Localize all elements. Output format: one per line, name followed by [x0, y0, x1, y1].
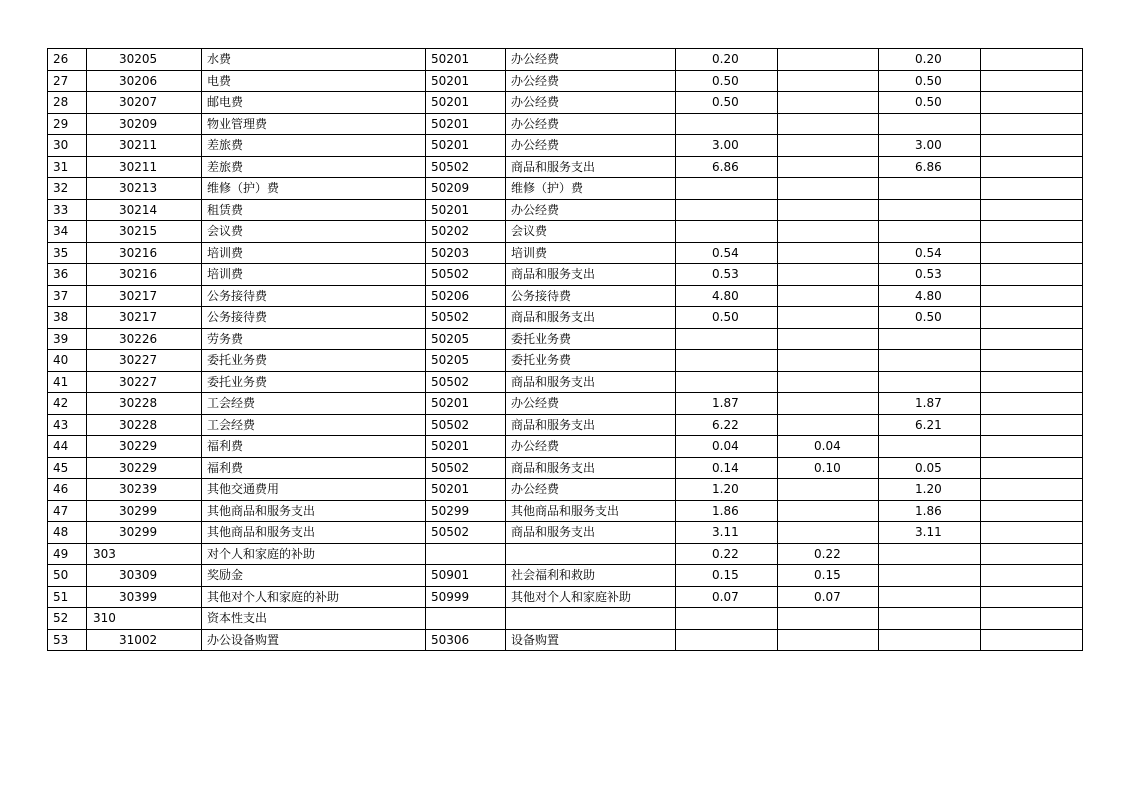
total-amount-cell: 1.20	[676, 479, 778, 501]
table-row	[48, 350, 1083, 372]
gov-code-cell: 50201	[426, 436, 506, 458]
other-amount-cell	[981, 135, 1083, 157]
other-amount-cell	[981, 629, 1083, 651]
basic-amount-cell	[778, 285, 879, 307]
project-amount-cell: 6.21	[879, 414, 981, 436]
basic-amount-cell	[778, 178, 879, 200]
basic-amount-cell	[778, 242, 879, 264]
table-row	[48, 393, 1083, 415]
row-number-cell: 38	[48, 307, 87, 329]
basic-amount-cell	[778, 264, 879, 286]
basic-amount-cell	[778, 608, 879, 630]
other-amount-cell	[981, 221, 1083, 243]
table-row	[48, 565, 1083, 587]
project-amount-cell: 0.53	[879, 264, 981, 286]
gov-name-cell: 办公经费	[506, 49, 676, 71]
econ-code-cell: 30227	[87, 350, 202, 372]
total-amount-cell: 0.07	[676, 586, 778, 608]
econ-code-cell: 30239	[87, 479, 202, 501]
table-row	[48, 242, 1083, 264]
other-amount-cell	[981, 479, 1083, 501]
row-number-cell: 32	[48, 178, 87, 200]
other-amount-cell	[981, 586, 1083, 608]
econ-name-cell: 公务接待费	[202, 285, 426, 307]
total-amount-cell: 0.53	[676, 264, 778, 286]
gov-code-cell: 50299	[426, 500, 506, 522]
econ-code-cell: 303	[87, 543, 202, 565]
econ-code-cell: 30399	[87, 586, 202, 608]
econ-name-cell: 委托业务费	[202, 371, 426, 393]
row-number-cell: 43	[48, 414, 87, 436]
econ-code-cell: 30211	[87, 135, 202, 157]
gov-code-cell: 50201	[426, 199, 506, 221]
total-amount-cell: 4.80	[676, 285, 778, 307]
basic-amount-cell: 0.10	[778, 457, 879, 479]
basic-amount-cell: 0.04	[778, 436, 879, 458]
basic-amount-cell	[778, 307, 879, 329]
econ-code-cell: 30309	[87, 565, 202, 587]
econ-code-cell: 30229	[87, 436, 202, 458]
row-number-cell: 41	[48, 371, 87, 393]
gov-code-cell: 50205	[426, 350, 506, 372]
gov-name-cell: 委托业务费	[506, 328, 676, 350]
other-amount-cell	[981, 608, 1083, 630]
econ-name-cell: 奖励金	[202, 565, 426, 587]
gov-code-cell: 50206	[426, 285, 506, 307]
table-row	[48, 543, 1083, 565]
basic-amount-cell	[778, 393, 879, 415]
basic-amount-cell: 0.22	[778, 543, 879, 565]
total-amount-cell: 0.15	[676, 565, 778, 587]
gov-name-cell: 办公经费	[506, 70, 676, 92]
gov-code-cell: 50201	[426, 92, 506, 114]
other-amount-cell	[981, 92, 1083, 114]
econ-name-cell: 培训费	[202, 264, 426, 286]
econ-name-cell: 对个人和家庭的补助	[202, 543, 426, 565]
project-amount-cell: 3.11	[879, 522, 981, 544]
row-number-cell: 36	[48, 264, 87, 286]
basic-amount-cell: 0.15	[778, 565, 879, 587]
basic-amount-cell	[778, 113, 879, 135]
gov-name-cell: 商品和服务支出	[506, 414, 676, 436]
total-amount-cell: 1.86	[676, 500, 778, 522]
project-amount-cell: 1.87	[879, 393, 981, 415]
other-amount-cell	[981, 242, 1083, 264]
total-amount-cell	[676, 328, 778, 350]
table-row	[48, 457, 1083, 479]
project-amount-cell: 0.05	[879, 457, 981, 479]
basic-amount-cell	[778, 629, 879, 651]
gov-name-cell: 委托业务费	[506, 350, 676, 372]
row-number-cell: 53	[48, 629, 87, 651]
table-row	[48, 178, 1083, 200]
row-number-cell: 52	[48, 608, 87, 630]
gov-code-cell: 50201	[426, 113, 506, 135]
project-amount-cell	[879, 113, 981, 135]
econ-code-cell: 31002	[87, 629, 202, 651]
total-amount-cell	[676, 178, 778, 200]
basic-amount-cell: 0.07	[778, 586, 879, 608]
row-number-cell: 28	[48, 92, 87, 114]
table-row	[48, 522, 1083, 544]
project-amount-cell: 4.80	[879, 285, 981, 307]
basic-amount-cell	[778, 500, 879, 522]
gov-name-cell: 办公经费	[506, 479, 676, 501]
econ-name-cell: 福利费	[202, 436, 426, 458]
econ-code-cell: 30215	[87, 221, 202, 243]
econ-code-cell: 30216	[87, 242, 202, 264]
gov-name-cell: 商品和服务支出	[506, 156, 676, 178]
total-amount-cell: 0.22	[676, 543, 778, 565]
gov-code-cell: 50999	[426, 586, 506, 608]
other-amount-cell	[981, 543, 1083, 565]
table-row	[48, 70, 1083, 92]
gov-code-cell: 50502	[426, 307, 506, 329]
row-number-cell: 29	[48, 113, 87, 135]
table-row	[48, 113, 1083, 135]
basic-amount-cell	[778, 221, 879, 243]
econ-code-cell: 30228	[87, 414, 202, 436]
gov-name-cell: 其他对个人和家庭补助	[506, 586, 676, 608]
table-row	[48, 500, 1083, 522]
econ-name-cell: 其他商品和服务支出	[202, 522, 426, 544]
gov-name-cell: 办公经费	[506, 436, 676, 458]
gov-code-cell: 50502	[426, 522, 506, 544]
econ-name-cell: 公务接待费	[202, 307, 426, 329]
row-number-cell: 45	[48, 457, 87, 479]
econ-name-cell: 租赁费	[202, 199, 426, 221]
total-amount-cell: 0.50	[676, 307, 778, 329]
project-amount-cell: 0.54	[879, 242, 981, 264]
row-number-cell: 47	[48, 500, 87, 522]
gov-name-cell: 商品和服务支出	[506, 457, 676, 479]
econ-code-cell: 30229	[87, 457, 202, 479]
econ-name-cell: 工会经费	[202, 414, 426, 436]
project-amount-cell	[879, 328, 981, 350]
total-amount-cell: 0.14	[676, 457, 778, 479]
other-amount-cell	[981, 264, 1083, 286]
total-amount-cell	[676, 350, 778, 372]
econ-name-cell: 物业管理费	[202, 113, 426, 135]
gov-name-cell: 会议费	[506, 221, 676, 243]
basic-amount-cell	[778, 522, 879, 544]
gov-name-cell: 商品和服务支出	[506, 522, 676, 544]
table-row	[48, 414, 1083, 436]
gov-name-cell	[506, 543, 676, 565]
table-row	[48, 135, 1083, 157]
econ-name-cell: 培训费	[202, 242, 426, 264]
project-amount-cell: 3.00	[879, 135, 981, 157]
project-amount-cell	[879, 629, 981, 651]
project-amount-cell: 1.20	[879, 479, 981, 501]
econ-code-cell: 310	[87, 608, 202, 630]
total-amount-cell	[676, 199, 778, 221]
basic-amount-cell	[778, 156, 879, 178]
table-row	[48, 92, 1083, 114]
econ-name-cell: 水费	[202, 49, 426, 71]
econ-name-cell: 资本性支出	[202, 608, 426, 630]
basic-amount-cell	[778, 371, 879, 393]
row-number-cell: 42	[48, 393, 87, 415]
other-amount-cell	[981, 178, 1083, 200]
econ-code-cell: 30209	[87, 113, 202, 135]
table-row	[48, 307, 1083, 329]
row-number-cell: 49	[48, 543, 87, 565]
project-amount-cell: 0.50	[879, 70, 981, 92]
other-amount-cell	[981, 156, 1083, 178]
econ-name-cell: 劳务费	[202, 328, 426, 350]
econ-name-cell: 维修（护）费	[202, 178, 426, 200]
total-amount-cell	[676, 221, 778, 243]
total-amount-cell	[676, 113, 778, 135]
gov-code-cell	[426, 543, 506, 565]
basic-amount-cell	[778, 135, 879, 157]
other-amount-cell	[981, 199, 1083, 221]
table-row	[48, 371, 1083, 393]
total-amount-cell: 3.11	[676, 522, 778, 544]
project-amount-cell: 0.50	[879, 92, 981, 114]
gov-code-cell: 50201	[426, 479, 506, 501]
gov-name-cell: 办公经费	[506, 393, 676, 415]
row-number-cell: 48	[48, 522, 87, 544]
basic-amount-cell	[778, 479, 879, 501]
basic-amount-cell	[778, 350, 879, 372]
table-row	[48, 629, 1083, 651]
total-amount-cell: 3.00	[676, 135, 778, 157]
table-row	[48, 49, 1083, 71]
row-number-cell: 33	[48, 199, 87, 221]
total-amount-cell: 0.50	[676, 92, 778, 114]
table-row	[48, 586, 1083, 608]
row-number-cell: 40	[48, 350, 87, 372]
econ-name-cell: 工会经费	[202, 393, 426, 415]
gov-name-cell: 维修（护）费	[506, 178, 676, 200]
total-amount-cell	[676, 629, 778, 651]
gov-code-cell	[426, 608, 506, 630]
other-amount-cell	[981, 414, 1083, 436]
basic-amount-cell	[778, 70, 879, 92]
total-amount-cell: 0.20	[676, 49, 778, 71]
total-amount-cell	[676, 371, 778, 393]
gov-code-cell: 50201	[426, 393, 506, 415]
table-body	[48, 49, 1083, 651]
gov-code-cell: 50209	[426, 178, 506, 200]
gov-code-cell: 50201	[426, 70, 506, 92]
econ-code-cell: 30214	[87, 199, 202, 221]
gov-name-cell: 商品和服务支出	[506, 264, 676, 286]
econ-code-cell: 30207	[87, 92, 202, 114]
gov-name-cell: 社会福利和救助	[506, 565, 676, 587]
gov-code-cell: 50901	[426, 565, 506, 587]
basic-amount-cell	[778, 49, 879, 71]
total-amount-cell: 6.22	[676, 414, 778, 436]
econ-code-cell: 30206	[87, 70, 202, 92]
econ-name-cell: 福利费	[202, 457, 426, 479]
gov-code-cell: 50502	[426, 457, 506, 479]
total-amount-cell: 0.50	[676, 70, 778, 92]
gov-name-cell: 商品和服务支出	[506, 307, 676, 329]
total-amount-cell: 0.04	[676, 436, 778, 458]
project-amount-cell	[879, 586, 981, 608]
total-amount-cell: 1.87	[676, 393, 778, 415]
project-amount-cell	[879, 350, 981, 372]
gov-code-cell: 50502	[426, 371, 506, 393]
other-amount-cell	[981, 328, 1083, 350]
other-amount-cell	[981, 457, 1083, 479]
econ-name-cell: 差旅费	[202, 135, 426, 157]
basic-amount-cell	[778, 92, 879, 114]
econ-code-cell: 30213	[87, 178, 202, 200]
row-number-cell: 51	[48, 586, 87, 608]
basic-amount-cell	[778, 414, 879, 436]
gov-code-cell: 50502	[426, 414, 506, 436]
econ-code-cell: 30228	[87, 393, 202, 415]
gov-code-cell: 50202	[426, 221, 506, 243]
gov-name-cell: 商品和服务支出	[506, 371, 676, 393]
gov-name-cell: 培训费	[506, 242, 676, 264]
gov-name-cell: 其他商品和服务支出	[506, 500, 676, 522]
row-number-cell: 37	[48, 285, 87, 307]
project-amount-cell	[879, 221, 981, 243]
project-amount-cell: 6.86	[879, 156, 981, 178]
other-amount-cell	[981, 49, 1083, 71]
gov-code-cell: 50306	[426, 629, 506, 651]
basic-amount-cell	[778, 199, 879, 221]
row-number-cell: 30	[48, 135, 87, 157]
project-amount-cell	[879, 371, 981, 393]
table-row	[48, 156, 1083, 178]
gov-code-cell: 50201	[426, 135, 506, 157]
gov-name-cell: 办公经费	[506, 92, 676, 114]
total-amount-cell: 6.86	[676, 156, 778, 178]
gov-name-cell: 办公经费	[506, 135, 676, 157]
table-row	[48, 221, 1083, 243]
budget-table	[47, 48, 1083, 651]
row-number-cell: 31	[48, 156, 87, 178]
econ-name-cell: 办公设备购置	[202, 629, 426, 651]
project-amount-cell	[879, 178, 981, 200]
econ-name-cell: 其他商品和服务支出	[202, 500, 426, 522]
project-amount-cell: 1.86	[879, 500, 981, 522]
table-row	[48, 199, 1083, 221]
gov-name-cell: 办公经费	[506, 113, 676, 135]
econ-code-cell: 30216	[87, 264, 202, 286]
project-amount-cell: 0.50	[879, 307, 981, 329]
econ-name-cell: 电费	[202, 70, 426, 92]
econ-code-cell: 30299	[87, 500, 202, 522]
econ-name-cell: 其他对个人和家庭的补助	[202, 586, 426, 608]
total-amount-cell	[676, 608, 778, 630]
gov-name-cell: 办公经费	[506, 199, 676, 221]
other-amount-cell	[981, 350, 1083, 372]
gov-code-cell: 50203	[426, 242, 506, 264]
project-amount-cell	[879, 565, 981, 587]
project-amount-cell	[879, 199, 981, 221]
other-amount-cell	[981, 565, 1083, 587]
other-amount-cell	[981, 285, 1083, 307]
table-row	[48, 285, 1083, 307]
row-number-cell: 46	[48, 479, 87, 501]
project-amount-cell	[879, 543, 981, 565]
other-amount-cell	[981, 70, 1083, 92]
econ-code-cell: 30211	[87, 156, 202, 178]
econ-name-cell: 会议费	[202, 221, 426, 243]
row-number-cell: 27	[48, 70, 87, 92]
gov-name-cell	[506, 608, 676, 630]
project-amount-cell: 0.20	[879, 49, 981, 71]
other-amount-cell	[981, 522, 1083, 544]
row-number-cell: 39	[48, 328, 87, 350]
econ-code-cell: 30217	[87, 285, 202, 307]
other-amount-cell	[981, 500, 1083, 522]
project-amount-cell	[879, 436, 981, 458]
econ-code-cell: 30299	[87, 522, 202, 544]
table-row	[48, 264, 1083, 286]
table-row	[48, 328, 1083, 350]
row-number-cell: 44	[48, 436, 87, 458]
gov-code-cell: 50201	[426, 49, 506, 71]
row-number-cell: 50	[48, 565, 87, 587]
econ-name-cell: 委托业务费	[202, 350, 426, 372]
row-number-cell: 34	[48, 221, 87, 243]
econ-code-cell: 30226	[87, 328, 202, 350]
other-amount-cell	[981, 436, 1083, 458]
total-amount-cell: 0.54	[676, 242, 778, 264]
other-amount-cell	[981, 307, 1083, 329]
gov-name-cell: 公务接待费	[506, 285, 676, 307]
other-amount-cell	[981, 113, 1083, 135]
econ-name-cell: 其他交通费用	[202, 479, 426, 501]
econ-name-cell: 差旅费	[202, 156, 426, 178]
table-row	[48, 436, 1083, 458]
gov-code-cell: 50205	[426, 328, 506, 350]
table-row	[48, 479, 1083, 501]
project-amount-cell	[879, 608, 981, 630]
row-number-cell: 26	[48, 49, 87, 71]
gov-name-cell: 设备购置	[506, 629, 676, 651]
econ-code-cell: 30205	[87, 49, 202, 71]
gov-code-cell: 50502	[426, 156, 506, 178]
other-amount-cell	[981, 393, 1083, 415]
other-amount-cell	[981, 371, 1083, 393]
basic-amount-cell	[778, 328, 879, 350]
table-row	[48, 608, 1083, 630]
econ-code-cell: 30217	[87, 307, 202, 329]
gov-code-cell: 50502	[426, 264, 506, 286]
econ-name-cell: 邮电费	[202, 92, 426, 114]
econ-code-cell: 30227	[87, 371, 202, 393]
row-number-cell: 35	[48, 242, 87, 264]
